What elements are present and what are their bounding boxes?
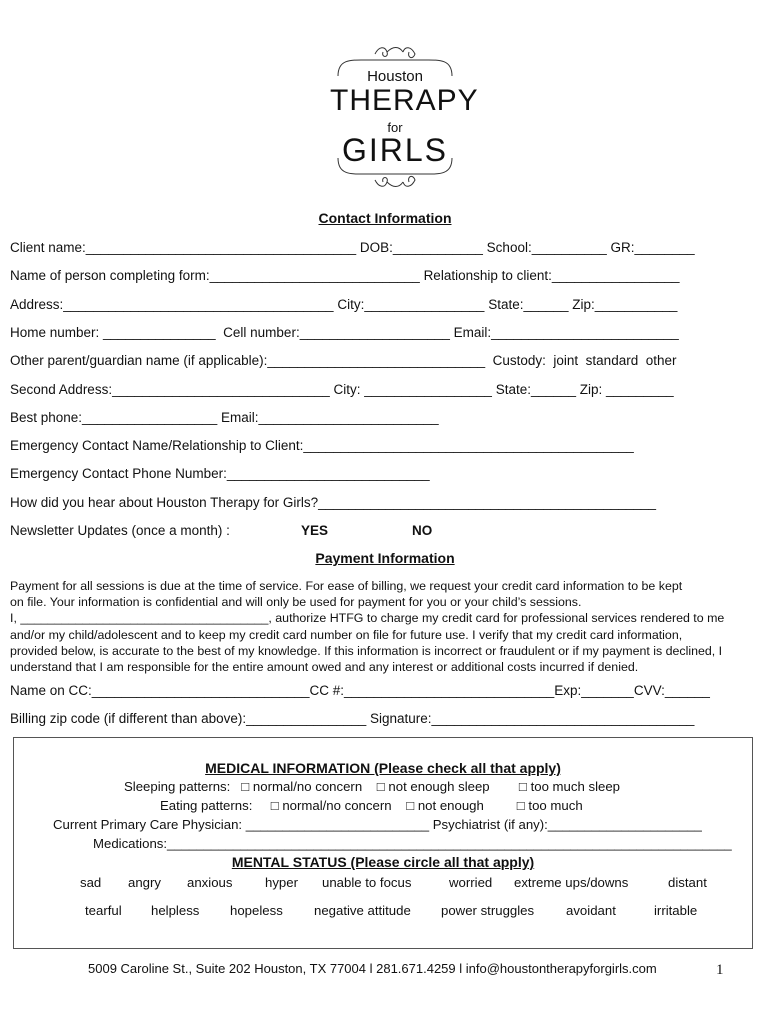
client-name-field[interactable]: Client name:____________________________________ DOB:____________ School:__________ GR:________ [10,240,695,255]
billing-signature-field[interactable]: Billing zip code (if different than above):________________ Signature:___________________________________ [10,711,695,726]
referral-source-field[interactable]: How did you hear about Houston Therapy for Girls?_____________________________________________ [10,495,657,510]
mental-status-option[interactable]: sad [80,875,102,890]
payment-para-line: and/or my child/adolescent and to keep my credit card number on file for future use. I verify that my credit card information, [10,627,683,642]
logo-for: for [387,120,403,135]
sleeping-patterns-row[interactable]: Sleeping patterns: □ normal/no concern □ not enough sleep □ too much sleep [124,779,620,794]
contact-heading: Contact Information [318,210,452,226]
mental-status-option[interactable]: tearful [85,903,122,918]
mental-status-option[interactable]: avoidant [566,903,616,918]
medical-heading: MEDICAL INFORMATION (Please check all that apply) [205,760,561,776]
medications-field[interactable]: Medications:_____________________________________________________________________________ [93,836,732,851]
mental-status-option[interactable]: power struggles [441,903,535,918]
payment-para-line: provided below, is accurate to the best of my knowledge. If this information is incorrect or fraudulent or if my payment is declined, I [10,643,723,658]
payment-para-line: understand that I am responsible for the entire amount owed and any interest or additional costs incurred if denied. [10,660,639,675]
emergency-phone-field[interactable]: Emergency Contact Phone Number:___________________________ [10,466,430,481]
logo-therapy: THERAPY [330,84,479,117]
footer-address: 5009 Caroline St., Suite 202 Houston, TX 77004 l 281.671.4259 l info@houstontherapyforgirls.com [88,961,657,976]
payment-heading: Payment Information [315,550,455,566]
completing-person-field[interactable]: Name of person completing form:____________________________ Relationship to client:_________________ [10,268,680,283]
mental-status-option[interactable]: helpless [151,903,200,918]
mental-status-option[interactable]: negative attitude [314,903,411,918]
eating-patterns-row[interactable]: Eating patterns: □ normal/no concern □ not enough □ too much [160,798,583,813]
physician-field[interactable]: Current Primary Care Physician: _________________________ Psychiatrist (if any):_____________________ [53,817,702,832]
phone-email-field[interactable]: Home number: _______________ Cell number:____________________ Email:_________________________ [10,325,679,340]
mental-status-option[interactable]: anxious [187,875,233,890]
payment-para-line: Payment for all sessions is due at the time of service. For ease of billing, we request your credit card information to be kept [10,579,683,593]
mental-status-option[interactable]: distant [668,875,707,890]
mental-status-heading: MENTAL STATUS (Please circle all that apply) [231,854,535,870]
payment-para-line: on file. Your information is confidential and will only be used for payment for you or your child’s sessions. [10,595,582,610]
page-number: 1 [716,962,724,978]
payment-authorization-text [10,578,765,675]
logo [330,42,479,192]
mental-status-option[interactable]: unable to focus [322,875,412,890]
mental-status-option[interactable]: worried [449,875,493,890]
mental-status-option[interactable]: extreme ups/downs [514,875,629,890]
mental-status-option[interactable]: angry [128,875,161,890]
mental-status-option[interactable]: hyper [265,875,298,890]
newsletter-yes-option[interactable]: YES [301,523,329,538]
logo-houston: Houston [367,68,423,85]
newsletter-label: Newsletter Updates (once a month) : [10,523,230,538]
second-address-field[interactable]: Second Address:_____________________________ City: _________________ State:______ Zip: _________ [10,382,674,397]
other-parent-field[interactable]: Other parent/guardian name (if applicable):_____________________________ Custody: joint standard other [10,353,677,368]
best-phone-field[interactable]: Best phone:__________________ Email:________________________ [10,410,439,425]
medical-section [13,737,753,949]
newsletter-no-option[interactable]: NO [412,523,433,538]
address-field[interactable]: Address:____________________________________ City:________________ State:______ Zip:___________ [10,297,678,312]
credit-card-field[interactable]: Name on CC:_____________________________CC #:____________________________Exp:_______CVV:______ [10,683,710,698]
mental-status-option[interactable]: hopeless [230,903,283,918]
payment-para-line[interactable]: I, ____________________________________, authorize HTFG to charge my credit card for professional services rendered to me [10,611,725,626]
mental-status-option[interactable]: irritable [654,903,698,918]
logo-girls: GIRLS [341,132,449,168]
emergency-contact-field[interactable]: Emergency Contact Name/Relationship to Client:____________________________________________ [10,438,634,453]
